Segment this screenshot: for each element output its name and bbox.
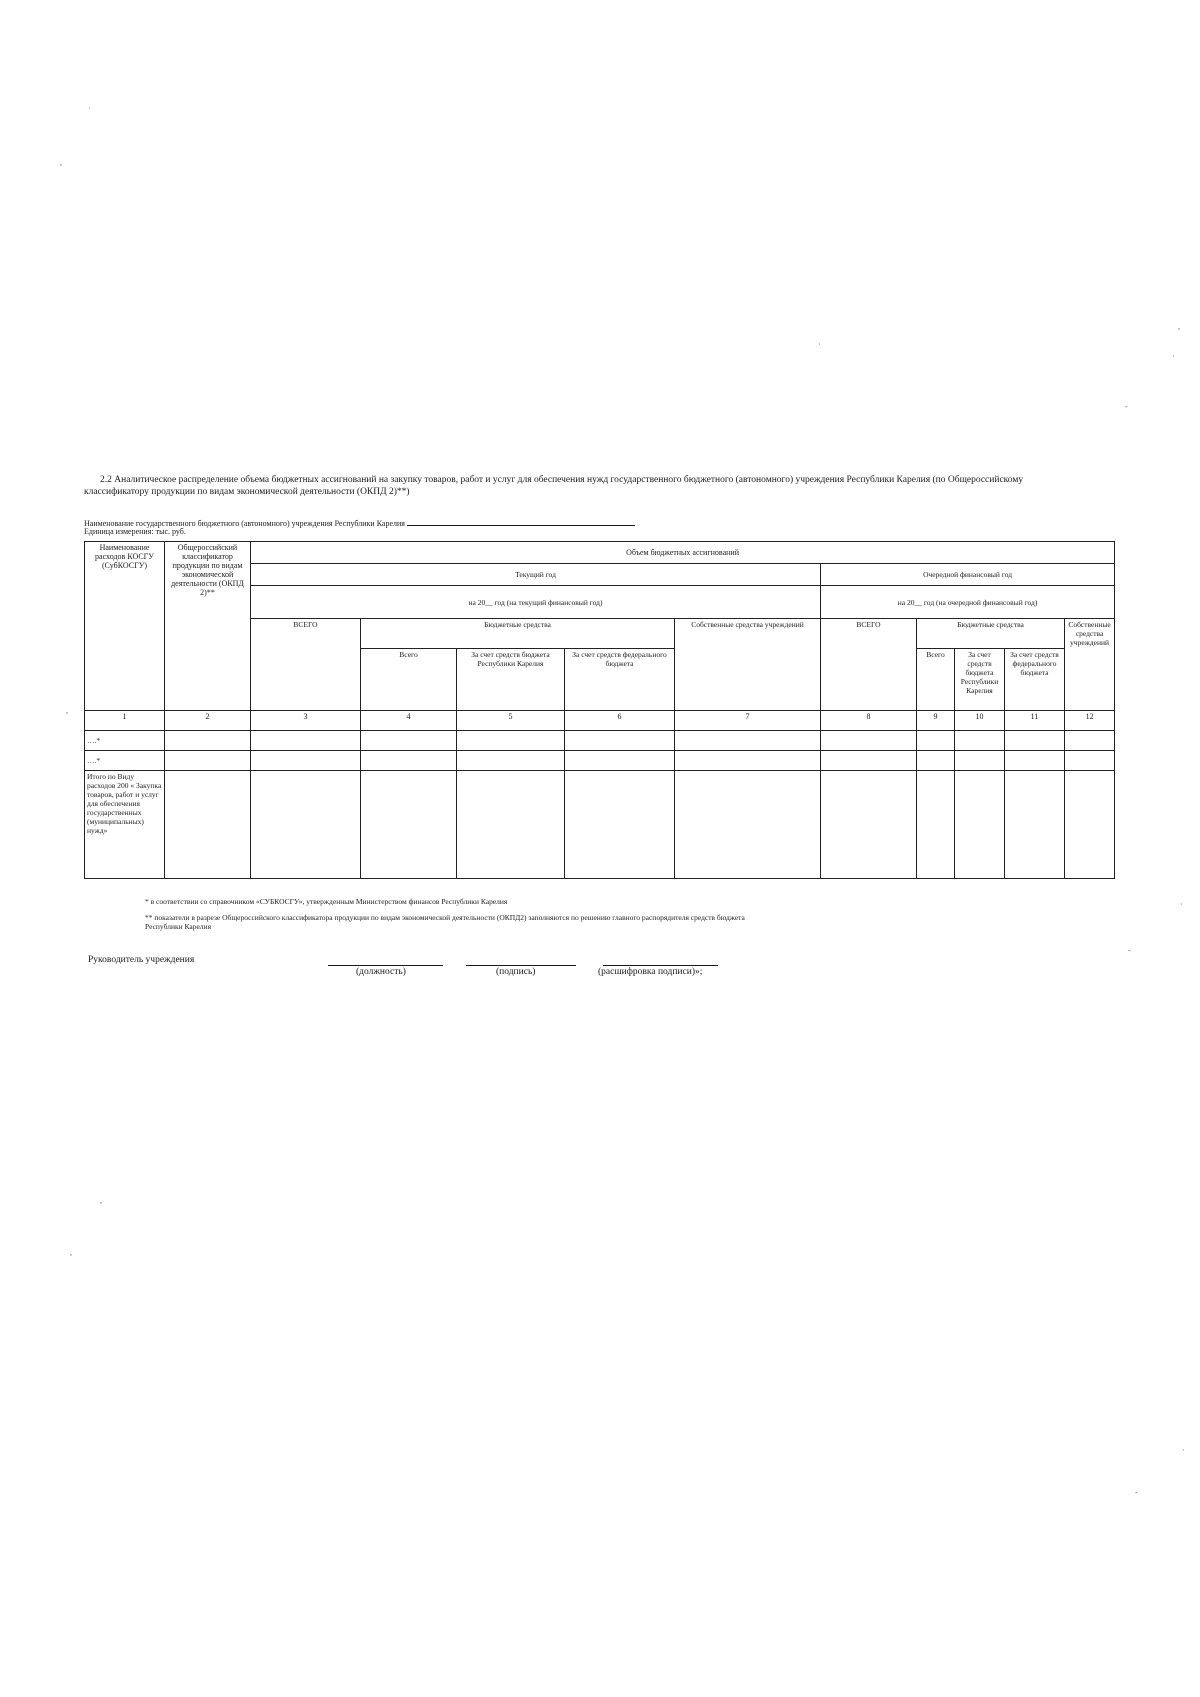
column-number: 5: [457, 711, 565, 731]
header-budget-funds-current: Бюджетные средства: [361, 619, 675, 649]
header-own-funds-next: Собственные средства учреждений: [1065, 619, 1115, 711]
total-row-label: Итого по Виду расходов 200 « Закупка товаров, работ и услуг для обеспечения государственных (муниципальных) нужд»: [85, 771, 165, 879]
unit-label: Единица измерения: тыс. руб.: [84, 527, 186, 536]
section-heading: 2.2 Аналитическое распределение объема бюджетных ассигнований на закупку товаров, работ и услуг для обеспечения нужд государственного бюджетного (автономного) учреждения Республики Карелия (по Общероссийскому классификатору продукции по видам экономической деятельности (ОКПД 2)**): [84, 475, 1024, 497]
budget-table: [84, 541, 1115, 879]
header-next-year: Очередной финансовый год: [821, 564, 1115, 586]
signature-block: [88, 955, 788, 985]
header-current-year: Текущий год: [251, 564, 821, 586]
institution-label: Наименование государственного бюджетного (автономного) учреждения Республики Карелия: [84, 519, 405, 528]
scan-speck: ·: [88, 104, 91, 113]
header-subtotal-current: Всего: [361, 649, 457, 711]
footnote-okpd: ** показатели в разрезе Общероссийского классификатора продукции по видам экономической деятельности (ОКПД2) заполняются по решению главного распорядителя средств бюджета: [145, 913, 745, 922]
total-row: [85, 771, 1115, 879]
header-budget-funds-next: Бюджетные средства: [917, 619, 1065, 649]
column-number: 6: [565, 711, 675, 731]
header-name: Наименование расходов КОСГУ (СубКОСГУ): [85, 542, 165, 711]
institution-fill-line: [407, 517, 635, 526]
header-total-next: ВСЕГО: [821, 619, 917, 711]
signature-line: [466, 965, 576, 966]
header-own-funds-current: Собственные средства учреждений: [675, 619, 821, 711]
column-number: 10: [955, 711, 1005, 731]
header-rk-budget-current: За счет средств бюджета Республики Карелия: [457, 649, 565, 711]
header-total-current: ВСЕГО: [251, 619, 361, 711]
scan-speck: ·: [1182, 1446, 1185, 1455]
scan-speck: ·: [1180, 900, 1183, 909]
signature-label: Руководитель учреждения: [88, 955, 195, 965]
row-name: ….*: [85, 731, 165, 751]
header-rk-budget-next: За счет средств бюджета Республики Карелия: [955, 649, 1005, 711]
decode-caption: (расшифровка подписи)»;: [598, 967, 703, 977]
column-number: 7: [675, 711, 821, 731]
header-current-period: на 20__ год (на текущий финансовый год): [251, 586, 821, 619]
scan-speck: ,: [60, 158, 62, 167]
header-fed-budget-next: За счет средств федерального бюджета: [1005, 649, 1065, 711]
column-number: 1: [85, 711, 165, 731]
scan-speck: ,: [66, 706, 68, 715]
scan-speck: -: [1125, 402, 1128, 411]
column-number: 11: [1005, 711, 1065, 731]
scan-speck: -: [1135, 1488, 1138, 1497]
column-number-row: [85, 711, 1115, 731]
scan-speck: ,: [70, 1248, 72, 1257]
scan-speck: ,: [1178, 322, 1180, 331]
column-number: 2: [165, 711, 251, 731]
header-fed-budget-current: За счет средств федерального бюджета: [565, 649, 675, 711]
column-number: 9: [917, 711, 955, 731]
decode-line: [603, 965, 718, 966]
column-number: 8: [821, 711, 917, 731]
signature-caption: (подпись): [496, 967, 536, 977]
column-number: 3: [251, 711, 361, 731]
header-next-period: на 20__ год (на очередной финансовый год): [821, 586, 1115, 619]
scan-speck: ·: [1172, 352, 1175, 361]
table-row: [85, 751, 1115, 771]
header-subtotal-next: Всего: [917, 649, 955, 711]
position-line: [328, 965, 443, 966]
footnote-okpd-cont: Республики Карелия: [145, 922, 212, 931]
row-name: ….*: [85, 751, 165, 771]
position-caption: (должность): [356, 967, 406, 977]
footnote-subkosgu: * в соответствии со справочником «СУБКОСГУ», утвержденным Министерством финансов Республики Карелия: [145, 897, 508, 906]
header-okpd: Общероссийский классификатор продукции по видам экономической деятельности (ОКПД 2)**: [165, 542, 251, 711]
column-number: 4: [361, 711, 457, 731]
scan-speck: ·: [818, 340, 821, 349]
scan-speck: ,: [100, 1196, 102, 1205]
header-volume: Объем бюджетных ассигнований: [251, 542, 1115, 564]
column-number: 12: [1065, 711, 1115, 731]
table-row: [85, 731, 1115, 751]
scan-speck: -: [1128, 946, 1131, 955]
